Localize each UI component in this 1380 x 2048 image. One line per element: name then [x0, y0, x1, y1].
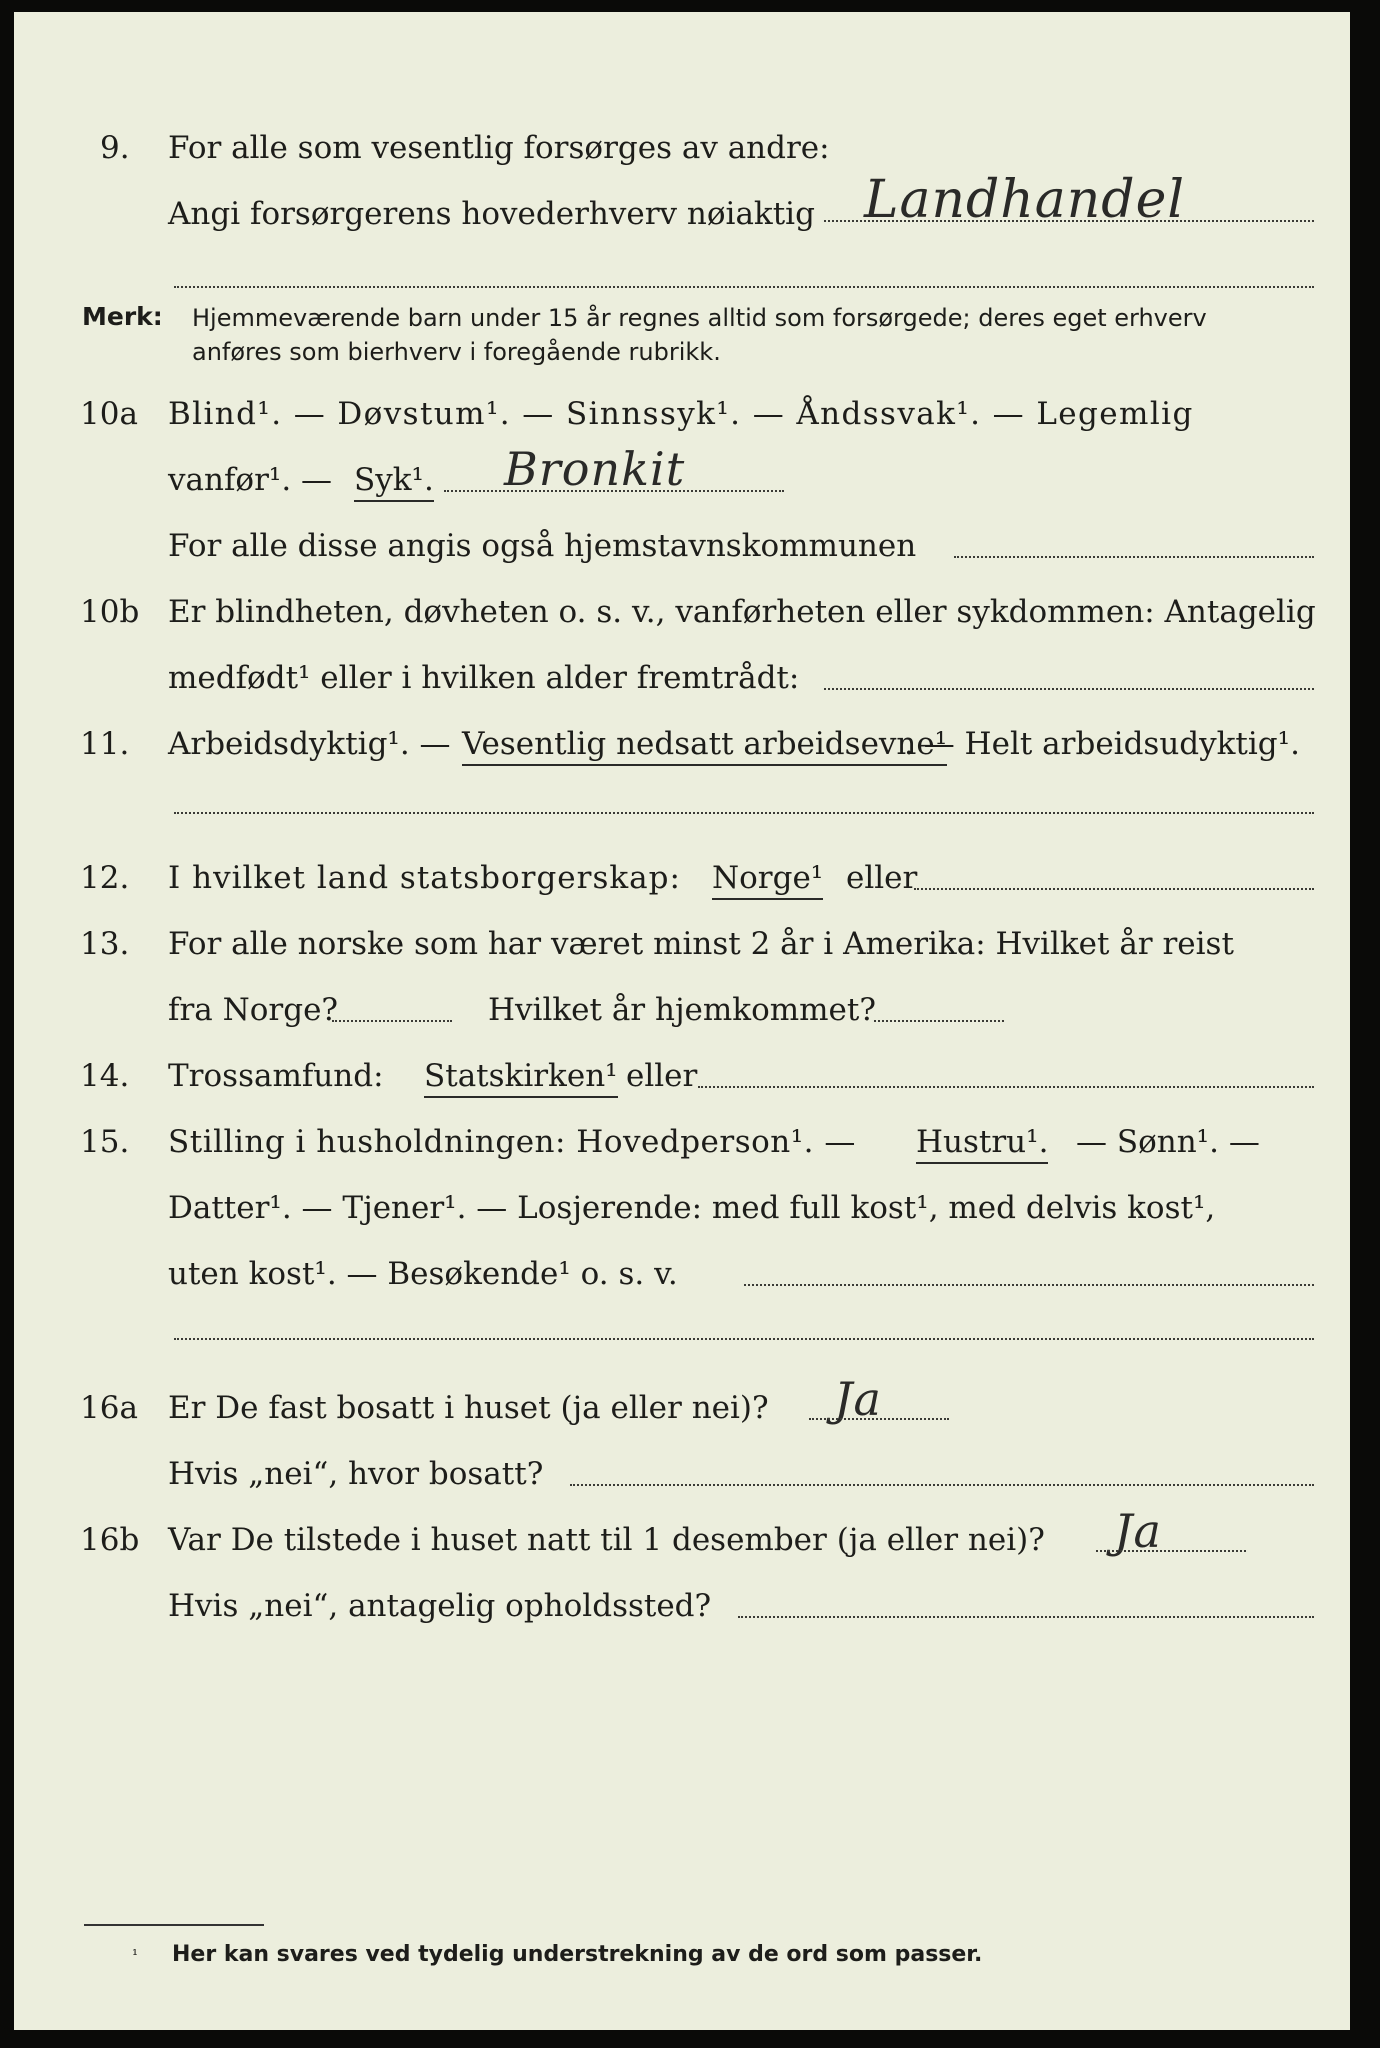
- underlined-option: Vesentlig nedsatt arbeidsevne¹: [462, 726, 947, 766]
- question-number: 15.: [80, 1124, 130, 1160]
- answer-line: [738, 1616, 1314, 1618]
- question-text: For alle som vesentlig forsørges av andre:: [168, 130, 830, 166]
- question-number: 16b: [80, 1522, 140, 1558]
- question-number: 14.: [80, 1058, 130, 1094]
- question-text: For alle norske som har været minst 2 år i Amerika: Hvilket år reist: [168, 926, 1234, 962]
- note-text: Hjemmeværende barn under 15 år regnes alltid som forsørgede; deres eget erhverv: [192, 304, 1207, 332]
- question-text: medfødt¹ eller i hvilken alder fremtrådt:: [168, 660, 800, 696]
- answer-line: [174, 1338, 1314, 1340]
- question-number: 9.: [100, 130, 130, 166]
- question-15-line3: [14, 1256, 1350, 1316]
- question-text: Blind¹. — Døvstum¹. — Sinnssyk¹. — Åndssvak¹. — Legemlig: [168, 396, 1194, 432]
- question-16a: [14, 1390, 1350, 1450]
- question-13-line2: [14, 992, 1350, 1052]
- handwritten-answer: Ja: [834, 1372, 882, 1426]
- note-label: Merk:: [82, 302, 163, 331]
- question-10a-line3: [14, 528, 1350, 588]
- question-number: 16a: [80, 1390, 138, 1426]
- question-number: 11.: [80, 726, 130, 762]
- answer-line: [874, 1020, 1004, 1022]
- question-12: [14, 860, 1350, 920]
- census-form-page: [14, 12, 1350, 2030]
- question-11: [14, 726, 1350, 786]
- question-text: uten kost¹. — Besøkende¹ o. s. v.: [168, 1256, 678, 1292]
- question-text: Er blindheten, døvheten o. s. v., vanførheten eller sykdommen: Antagelig: [168, 594, 1316, 630]
- question-14: [14, 1058, 1350, 1118]
- underlined-option: Statskirken¹: [424, 1058, 618, 1098]
- question-text: For alle disse angis også hjemstavnskommunen: [168, 528, 917, 564]
- underlined-option: Norge¹: [712, 860, 823, 900]
- footnote-text: Her kan svares ved tydelig understrekning av de ord som passer.: [172, 1942, 983, 1967]
- question-text: Datter¹. — Tjener¹. — Losjerende: med full kost¹, med delvis kost¹,: [168, 1190, 1216, 1226]
- answer-line: [824, 220, 1314, 222]
- question-10b: [14, 594, 1350, 654]
- question-number: 12.: [80, 860, 130, 896]
- question-15: [14, 1124, 1350, 1184]
- question-13: [14, 926, 1350, 986]
- question-text: Hvis „nei“, antagelig opholdssted?: [168, 1588, 712, 1624]
- question-text: Trossamfund:: [168, 1058, 384, 1094]
- answer-line: [914, 888, 1314, 890]
- handwritten-answer: Ja: [1114, 1504, 1162, 1558]
- question-text: Hvis „nei“, hvor bosatt?: [168, 1456, 544, 1492]
- handwritten-answer: Bronkit: [504, 442, 686, 496]
- question-text: Stilling i husholdningen: Hovedperson¹. —: [168, 1124, 856, 1160]
- underlined-option: Hustru¹.: [916, 1124, 1048, 1164]
- answer-line: [824, 688, 1314, 690]
- answer-line: [954, 556, 1314, 558]
- question-text: Arbeidsdyktig¹. —: [168, 726, 451, 762]
- answer-line: [570, 1484, 1314, 1486]
- answer-line: [332, 1020, 452, 1022]
- footnote-mark: ¹: [132, 1946, 139, 1964]
- underlined-option: Syk¹.: [354, 462, 434, 502]
- question-text: vanfør¹. —: [168, 462, 333, 498]
- question-text: eller: [626, 1058, 698, 1094]
- answer-line: [744, 1284, 1314, 1286]
- answer-line: [1096, 1550, 1246, 1552]
- question-15-line2: [14, 1190, 1350, 1250]
- question-text: . — Helt arbeidsudyktig¹.: [904, 726, 1300, 762]
- answer-line: [444, 490, 784, 492]
- answer-line: [174, 812, 1314, 814]
- question-text: I hvilket land statsborgerskap:: [168, 860, 681, 896]
- question-number: 10a: [80, 396, 138, 432]
- answer-line: [174, 286, 1314, 288]
- question-text: Er De fast bosatt i huset (ja eller nei)?: [168, 1390, 769, 1426]
- question-text: — Sønn¹. —: [1076, 1124, 1260, 1160]
- question-text: eller: [846, 860, 918, 896]
- answer-line: [698, 1086, 1314, 1088]
- question-text: Angi forsørgerens hovederhverv nøiaktig: [168, 196, 815, 232]
- answer-line: [809, 1418, 949, 1420]
- question-text: Var De tilstede i huset natt til 1 desember (ja eller nei)?: [168, 1522, 1045, 1558]
- question-10b-line2: [14, 660, 1350, 720]
- question-text: Hvilket år hjemkommet?: [488, 992, 876, 1028]
- question-number: 13.: [80, 926, 130, 962]
- handwritten-answer: Landhandel: [864, 170, 1185, 230]
- question-number: 10b: [80, 594, 140, 630]
- footnote-rule: [84, 1924, 264, 1926]
- question-text: fra Norge?: [168, 992, 339, 1028]
- note-text: anføres som bierhverv i foregående rubrikk.: [192, 338, 721, 366]
- question-16b-line2: [14, 1588, 1350, 1648]
